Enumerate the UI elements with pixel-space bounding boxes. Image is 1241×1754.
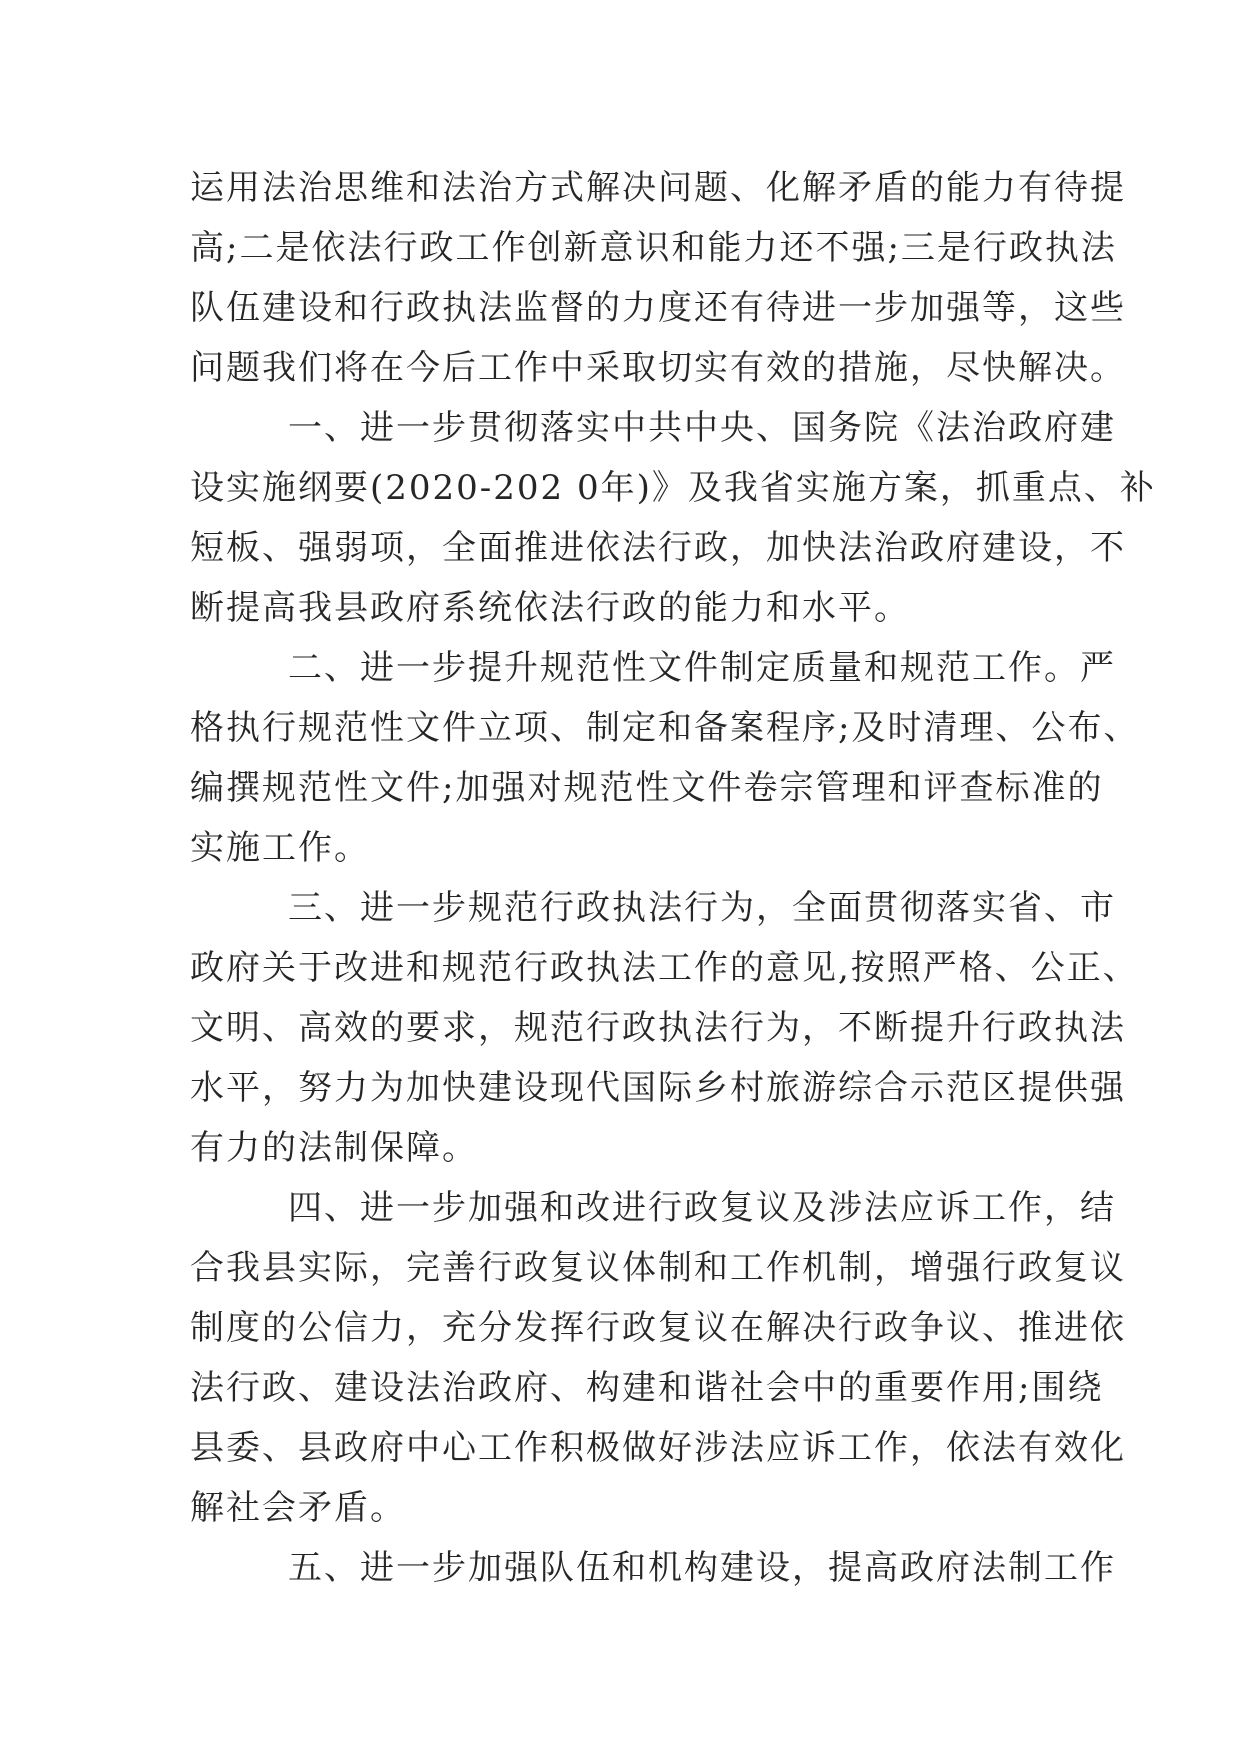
text-line: 队伍建设和行政执法监督的力度还有待进一步加强等，这些 xyxy=(190,288,1126,328)
text-line: 县委、县政府中心工作积极做好涉法应诉工作，依法有效化 xyxy=(190,1428,1126,1468)
text-line: 水平，努力为加快建设现代国际乡村旅游综合示范区提供强 xyxy=(190,1068,1126,1108)
text-line: 二、进一步提升规范性文件制定质量和规范工作。严 xyxy=(288,648,1116,688)
text-line: 合我县实际，完善行政复议体制和工作机制，增强行政复议 xyxy=(190,1248,1126,1288)
text-line: 断提高我县政府系统依法行政的能力和水平。 xyxy=(190,588,910,628)
text-line: 格执行规范性文件立项、制定和备案程序;及时清理、公布、 xyxy=(190,708,1140,748)
text-line: 解社会矛盾。 xyxy=(190,1488,406,1528)
text-line: 短板、强弱项，全面推进依法行政，加快法治政府建设，不 xyxy=(190,528,1126,568)
text-line: 有力的法制保障。 xyxy=(190,1128,478,1168)
text-line: 编撰规范性文件;加强对规范性文件卷宗管理和评查标准的 xyxy=(190,768,1104,808)
text-line: 实施工作。 xyxy=(190,828,370,868)
text-line: 问题我们将在今后工作中采取切实有效的措施，尽快解决。 xyxy=(190,348,1126,388)
text-line: 法行政、建设法治政府、构建和谐社会中的重要作用;围绕 xyxy=(190,1368,1104,1408)
text-line: 四、进一步加强和改进行政复议及涉法应诉工作，结 xyxy=(288,1188,1116,1228)
text-line: 文明、高效的要求，规范行政执法行为，不断提升行政执法 xyxy=(190,1008,1126,1048)
text-line: 高;二是依法行政工作创新意识和能力还不强;三是行政执法 xyxy=(190,228,1117,268)
text-line: 制度的公信力，充分发挥行政复议在解决行政争议、推进依 xyxy=(190,1308,1126,1348)
text-line: 政府关于改进和规范行政执法工作的意见,按照严格、公正、 xyxy=(190,948,1139,988)
text-line: 设实施纲要(2020-202 0年)》及我省实施方案，抓重点、补 xyxy=(190,468,1156,508)
text-line: 运用法治思维和法治方式解决问题、化解矛盾的能力有待提 xyxy=(190,168,1126,208)
text-line: 一、进一步贯彻落实中共中央、国务院《法治政府建 xyxy=(288,408,1116,448)
text-line: 五、进一步加强队伍和机构建设，提高政府法制工作 xyxy=(288,1548,1116,1588)
text-line: 三、进一步规范行政执法行为，全面贯彻落实省、市 xyxy=(288,888,1116,928)
